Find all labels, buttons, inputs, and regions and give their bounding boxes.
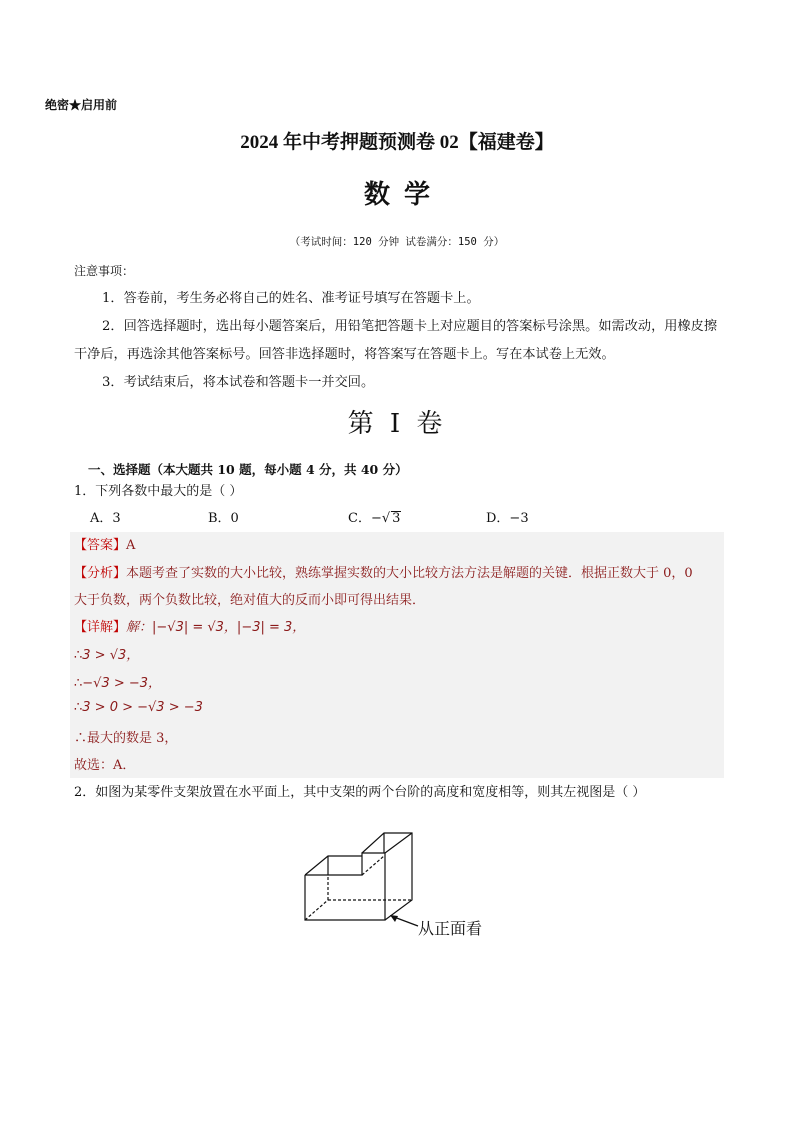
q1-option-c-prefix: C．−	[348, 511, 382, 526]
answer-line	[74, 534, 135, 553]
exam-time-info: （考试时间：120 分钟 试卷满分：150 分）	[289, 236, 505, 248]
q1-option-b: B．0	[208, 511, 239, 526]
detail-line-3: ∴−√3 > −3，	[74, 676, 162, 691]
analysis-line-1	[74, 562, 693, 581]
detail-line-5: ∴最大的数是 3，	[74, 731, 178, 746]
detail-text-1: 解：|−√3| = √3，|−3| = 3，	[126, 620, 306, 635]
question-2-stem: 2．如图为某零件支架放置在水平面上，其中支架的两个台阶的高度和宽度相等，则其左视图是（ ）	[74, 785, 646, 800]
q1-option-c-radicand: 3	[392, 511, 401, 526]
detail-line-4: ∴3 > 0 > −√3 > −3	[74, 700, 203, 715]
answer-tag: 【答案】	[74, 538, 127, 553]
notice-heading: 注意事项：	[74, 264, 135, 278]
analysis-line-2: 大于负数，两个负数比较，绝对值大的反而小即可得出结果．	[74, 593, 426, 608]
question-1-stem: 1．下列各数中最大的是（ ）	[74, 484, 243, 499]
answer-value: A	[126, 538, 136, 553]
part-title: 第 I 卷	[347, 409, 447, 439]
subject-title: 数学	[363, 180, 444, 210]
q1-option-c	[348, 507, 401, 526]
confidential-mark: 绝密★启用前	[45, 98, 118, 112]
detail-line-1	[74, 616, 305, 635]
answer-box	[70, 532, 724, 778]
detail-line-6: 故选：A．	[74, 758, 136, 773]
q1-option-a: A．3	[90, 511, 121, 526]
analysis-text-1: 本题考查了实数的大小比较，熟练掌握实数的大小比较方法方法是解题的关键．根据正数大于 0，0	[126, 566, 693, 581]
notice-item-2: 2．回答选择题时，选出每小题答案后，用铅笔把答题卡上对应题目的答案标号涂黑。如需改动，用橡皮擦干净后，再选涂其他答案标号。回答非选择题时，将答案写在答题卡上。写在本试卷上无效。	[74, 319, 718, 362]
exam-title: 2024 年中考押题预测卷 02【福建卷】	[240, 132, 554, 153]
q1-option-d: D．−3	[486, 511, 529, 526]
view-direction-arrow-icon	[388, 912, 420, 932]
analysis-tag: 【分析】	[74, 566, 127, 581]
detail-line-2: ∴3 > √3，	[74, 648, 140, 663]
notice-item-3: 3．考试结束后，将本试卷和答题卡一并交回。	[102, 375, 375, 390]
sqrt-symbol: √	[381, 511, 391, 526]
notice-item-1: 1．答卷前，考生务必将自己的姓名、准考证号填写在答题卡上。	[102, 291, 480, 306]
detail-tag: 【详解】	[74, 620, 127, 635]
figure-caption: 从正面看	[418, 919, 483, 938]
section-heading: 一、选择题（本大题共 10 题，每小题 4 分，共 40 分）	[88, 462, 408, 477]
